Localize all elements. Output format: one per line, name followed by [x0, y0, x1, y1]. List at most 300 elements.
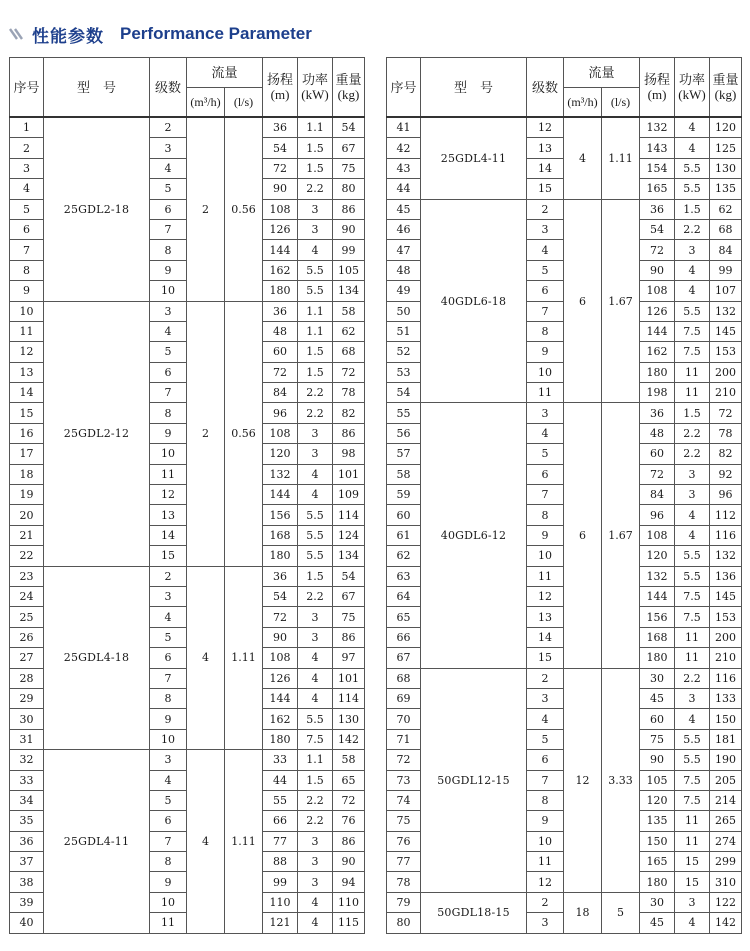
cell-head: 30 [640, 892, 675, 912]
cell-head: 48 [263, 321, 298, 341]
col-seq: 序号 [387, 58, 421, 118]
cell-seq: 78 [387, 872, 421, 892]
cell-seq: 35 [10, 811, 44, 831]
cell-seq: 63 [387, 566, 421, 586]
cell-stages: 9 [150, 260, 187, 280]
cell-power: 3 [298, 199, 333, 219]
cell-stages: 11 [527, 566, 564, 586]
cell-seq: 24 [10, 586, 44, 606]
cell-seq: 28 [10, 668, 44, 688]
cell-power: 4 [675, 281, 710, 301]
cell-seq: 58 [387, 464, 421, 484]
cell-weight: 86 [333, 199, 365, 219]
cell-head: 36 [640, 199, 675, 219]
cell-power: 4 [675, 525, 710, 545]
cell-seq: 29 [10, 688, 44, 708]
cell-seq: 30 [10, 709, 44, 729]
cell-stages: 3 [527, 219, 564, 239]
cell-head: 99 [263, 872, 298, 892]
cell-seq: 44 [387, 179, 421, 199]
cell-seq: 41 [387, 117, 421, 138]
cell-weight: 67 [333, 138, 365, 158]
cell-weight: 99 [710, 260, 742, 280]
cell-flow-m3h: 4 [187, 750, 225, 934]
cell-weight: 68 [710, 219, 742, 239]
cell-weight: 107 [710, 281, 742, 301]
cell-seq: 75 [387, 811, 421, 831]
cell-model: 25GDL2-12 [44, 301, 150, 566]
cell-power: 4 [675, 913, 710, 933]
cell-power: 3 [675, 892, 710, 912]
cell-weight: 130 [710, 158, 742, 178]
col-head-label: 扬程 [267, 72, 294, 87]
cell-stages: 8 [527, 321, 564, 341]
col-power-unit: (kW) [678, 87, 706, 102]
cell-seq: 4 [10, 179, 44, 199]
col-weight-unit: (kg) [714, 87, 737, 102]
col-weight-unit: (kg) [337, 87, 360, 102]
col-head-label: 扬程 [644, 72, 671, 87]
cell-head: 55 [263, 790, 298, 810]
cell-head: 45 [640, 913, 675, 933]
cell-seq: 62 [387, 546, 421, 566]
cell-head: 88 [263, 852, 298, 872]
cell-seq: 33 [10, 770, 44, 790]
cell-head: 132 [263, 464, 298, 484]
cell-stages: 3 [150, 750, 187, 770]
cell-stages: 9 [150, 709, 187, 729]
cell-seq: 69 [387, 688, 421, 708]
cell-seq: 65 [387, 607, 421, 627]
cell-weight: 82 [333, 403, 365, 423]
cell-model: 25GDL4-18 [44, 566, 150, 750]
cell-weight: 122 [710, 892, 742, 912]
cell-seq: 39 [10, 892, 44, 912]
cell-stages: 7 [527, 301, 564, 321]
cell-stages: 4 [150, 607, 187, 627]
cell-seq: 54 [387, 383, 421, 403]
cell-weight: 78 [710, 423, 742, 443]
cell-head: 156 [263, 505, 298, 525]
cell-model: 50GDL12-15 [421, 668, 527, 892]
cell-head: 66 [263, 811, 298, 831]
cell-head: 144 [640, 321, 675, 341]
cell-power: 2.2 [298, 403, 333, 423]
cell-seq: 52 [387, 342, 421, 362]
cell-weight: 110 [333, 892, 365, 912]
section-title-en: Performance Parameter [120, 24, 312, 43]
cell-power: 5.5 [675, 729, 710, 749]
cell-seq: 37 [10, 852, 44, 872]
cell-head: 90 [263, 627, 298, 647]
cell-power: 5.5 [298, 505, 333, 525]
cell-stages: 15 [150, 546, 187, 566]
cell-stages: 13 [527, 607, 564, 627]
cell-weight: 200 [710, 627, 742, 647]
cell-seq: 23 [10, 566, 44, 586]
cell-stages: 15 [527, 648, 564, 668]
cell-head: 72 [640, 464, 675, 484]
cell-head: 90 [263, 179, 298, 199]
cell-weight: 84 [710, 240, 742, 260]
table-body-left [10, 117, 365, 933]
cell-flow-ls: 1.11 [225, 566, 263, 750]
cell-seq: 55 [387, 403, 421, 423]
cell-stages: 7 [527, 770, 564, 790]
cell-stages: 11 [527, 852, 564, 872]
cell-seq: 67 [387, 648, 421, 668]
col-seq: 序号 [10, 58, 44, 118]
cell-power: 3 [298, 444, 333, 464]
cell-head: 180 [263, 729, 298, 749]
cell-power: 1.1 [298, 750, 333, 770]
cell-model: 25GDL4-11 [421, 117, 527, 199]
cell-seq: 15 [10, 403, 44, 423]
cell-weight: 101 [333, 464, 365, 484]
cell-head: 180 [263, 281, 298, 301]
cell-weight: 90 [333, 852, 365, 872]
cell-flow-m3h: 6 [564, 403, 602, 668]
cell-seq: 10 [10, 301, 44, 321]
cell-flow-ls: 1.67 [602, 403, 640, 668]
cell-weight: 105 [333, 260, 365, 280]
cell-weight: 142 [710, 913, 742, 933]
cell-weight: 86 [333, 831, 365, 851]
cell-power: 3 [298, 852, 333, 872]
cell-power: 4 [675, 138, 710, 158]
cell-head: 198 [640, 383, 675, 403]
cell-head: 165 [640, 852, 675, 872]
cell-head: 168 [263, 525, 298, 545]
cell-power: 15 [675, 872, 710, 892]
cell-power: 7.5 [675, 342, 710, 362]
cell-power: 1.1 [298, 301, 333, 321]
cell-head: 120 [263, 444, 298, 464]
cell-stages: 4 [150, 158, 187, 178]
cell-power: 1.1 [298, 321, 333, 341]
cell-seq: 19 [10, 485, 44, 505]
cell-weight: 72 [333, 362, 365, 382]
cell-power: 4 [298, 668, 333, 688]
cell-seq: 79 [387, 892, 421, 912]
col-power [675, 58, 710, 118]
cell-head: 36 [263, 566, 298, 586]
cell-weight: 130 [333, 709, 365, 729]
cell-power: 2.2 [675, 668, 710, 688]
cell-seq: 21 [10, 525, 44, 545]
cell-weight: 132 [710, 546, 742, 566]
table-row [10, 566, 365, 586]
cell-flow-ls: 0.56 [225, 117, 263, 301]
cell-head: 108 [640, 525, 675, 545]
cell-stages: 13 [150, 505, 187, 525]
cell-stages: 6 [150, 362, 187, 382]
cell-head: 54 [263, 138, 298, 158]
cell-power: 4 [298, 913, 333, 933]
cell-seq: 74 [387, 790, 421, 810]
cell-power: 4 [298, 892, 333, 912]
cell-flow-m3h: 4 [564, 117, 602, 199]
cell-weight: 62 [710, 199, 742, 219]
cell-model: 40GDL6-18 [421, 199, 527, 403]
cell-stages: 8 [150, 688, 187, 708]
col-power-unit: (kW) [301, 87, 329, 102]
cell-power: 3 [298, 219, 333, 239]
cell-power: 2.2 [298, 383, 333, 403]
cell-head: 120 [640, 790, 675, 810]
cell-weight: 101 [333, 668, 365, 688]
cell-weight: 109 [333, 485, 365, 505]
cell-stages: 4 [527, 240, 564, 260]
cell-head: 96 [640, 505, 675, 525]
cell-head: 72 [263, 158, 298, 178]
cell-head: 108 [640, 281, 675, 301]
cell-seq: 40 [10, 913, 44, 933]
cell-stages: 14 [150, 525, 187, 545]
cell-stages: 2 [527, 199, 564, 219]
cell-stages: 10 [527, 831, 564, 851]
col-flow-m3h: (m³/h) [187, 88, 225, 118]
cell-stages: 12 [527, 117, 564, 138]
cell-power: 1.5 [298, 770, 333, 790]
cell-seq: 20 [10, 505, 44, 525]
cell-weight: 114 [333, 505, 365, 525]
cell-head: 75 [640, 729, 675, 749]
cell-head: 168 [640, 627, 675, 647]
cell-weight: 274 [710, 831, 742, 851]
cell-head: 45 [640, 688, 675, 708]
cell-stages: 6 [527, 750, 564, 770]
cell-seq: 43 [387, 158, 421, 178]
cell-head: 30 [640, 668, 675, 688]
cell-head: 108 [263, 199, 298, 219]
cell-stages: 3 [527, 913, 564, 933]
cell-weight: 124 [333, 525, 365, 545]
cell-power: 11 [675, 362, 710, 382]
cell-power: 4 [298, 688, 333, 708]
cell-power: 7.5 [675, 790, 710, 810]
cell-stages: 6 [527, 464, 564, 484]
cell-power: 3 [675, 485, 710, 505]
cell-weight: 145 [710, 321, 742, 341]
cell-head: 126 [640, 301, 675, 321]
cell-power: 1.5 [298, 566, 333, 586]
cell-weight: 67 [333, 586, 365, 606]
cell-seq: 32 [10, 750, 44, 770]
cell-stages: 5 [527, 729, 564, 749]
cell-stages: 10 [150, 729, 187, 749]
cell-stages: 5 [527, 260, 564, 280]
cell-power: 3 [675, 464, 710, 484]
cell-head: 162 [640, 342, 675, 362]
col-weight-label: 重量 [335, 72, 362, 87]
table-row [387, 668, 742, 688]
cell-seq: 42 [387, 138, 421, 158]
cell-power: 1.5 [298, 158, 333, 178]
cell-head: 90 [640, 750, 675, 770]
cell-weight: 145 [710, 586, 742, 606]
cell-head: 135 [640, 811, 675, 831]
cell-weight: 200 [710, 362, 742, 382]
cell-weight: 58 [333, 750, 365, 770]
cell-seq: 64 [387, 586, 421, 606]
cell-stages: 5 [150, 790, 187, 810]
cell-stages: 10 [150, 281, 187, 301]
col-stages: 级数 [150, 58, 187, 118]
cell-power: 4 [298, 464, 333, 484]
cell-power: 5.5 [298, 709, 333, 729]
cell-stages: 11 [150, 913, 187, 933]
cell-seq: 12 [10, 342, 44, 362]
cell-stages: 5 [150, 179, 187, 199]
cell-stages: 7 [150, 383, 187, 403]
col-power-label: 功率 [679, 72, 706, 87]
cell-seq: 26 [10, 627, 44, 647]
cell-stages: 6 [150, 811, 187, 831]
cell-seq: 68 [387, 668, 421, 688]
cell-power: 7.5 [675, 607, 710, 627]
parameter-table-right [386, 57, 742, 934]
cell-seq: 18 [10, 464, 44, 484]
cell-stages: 4 [150, 770, 187, 790]
cell-weight: 115 [333, 913, 365, 933]
table-body-right [387, 117, 742, 933]
cell-seq: 72 [387, 750, 421, 770]
cell-head: 72 [263, 362, 298, 382]
cell-stages: 3 [527, 403, 564, 423]
cell-weight: 112 [710, 505, 742, 525]
cell-weight: 120 [710, 117, 742, 138]
cell-head: 156 [640, 607, 675, 627]
cell-seq: 16 [10, 423, 44, 443]
cell-power: 5.5 [675, 546, 710, 566]
cell-stages: 8 [527, 790, 564, 810]
section-header [8, 22, 312, 46]
cell-weight: 134 [333, 281, 365, 301]
cell-head: 180 [640, 362, 675, 382]
cell-head: 36 [640, 403, 675, 423]
cell-power: 11 [675, 648, 710, 668]
cell-seq: 80 [387, 913, 421, 933]
cell-weight: 153 [710, 342, 742, 362]
cell-seq: 34 [10, 790, 44, 810]
cell-power: 2.2 [298, 179, 333, 199]
cell-weight: 210 [710, 648, 742, 668]
cell-head: 60 [640, 444, 675, 464]
cell-stages: 2 [527, 668, 564, 688]
cell-weight: 205 [710, 770, 742, 790]
table-row [387, 892, 742, 912]
cell-power: 15 [675, 852, 710, 872]
cell-seq: 76 [387, 831, 421, 851]
cell-power: 4 [675, 260, 710, 280]
cell-stages: 9 [150, 423, 187, 443]
cell-flow-m3h: 18 [564, 892, 602, 933]
cell-stages: 14 [527, 627, 564, 647]
cell-power: 1.5 [675, 199, 710, 219]
cell-head: 72 [263, 607, 298, 627]
cell-power: 7.5 [675, 770, 710, 790]
cell-seq: 7 [10, 240, 44, 260]
cell-power: 3 [675, 688, 710, 708]
cell-head: 180 [640, 872, 675, 892]
cell-head: 144 [263, 240, 298, 260]
cell-stages: 5 [150, 627, 187, 647]
cell-stages: 9 [527, 525, 564, 545]
cell-seq: 59 [387, 485, 421, 505]
cell-seq: 17 [10, 444, 44, 464]
cell-stages: 7 [150, 219, 187, 239]
cell-weight: 116 [710, 668, 742, 688]
cell-stages: 7 [150, 831, 187, 851]
cell-seq: 66 [387, 627, 421, 647]
cell-seq: 56 [387, 423, 421, 443]
cell-power: 1.5 [675, 403, 710, 423]
col-head [263, 58, 298, 118]
cell-power: 3 [298, 423, 333, 443]
col-stages: 级数 [527, 58, 564, 118]
cell-weight: 265 [710, 811, 742, 831]
cell-flow-ls: 0.56 [225, 301, 263, 566]
cell-stages: 12 [527, 586, 564, 606]
cell-head: 121 [263, 913, 298, 933]
col-head-unit: (m) [270, 87, 290, 102]
cell-seq: 22 [10, 546, 44, 566]
cell-stages: 5 [527, 444, 564, 464]
cell-head: 84 [640, 485, 675, 505]
cell-seq: 61 [387, 525, 421, 545]
cell-head: 44 [263, 770, 298, 790]
cell-head: 84 [263, 383, 298, 403]
cell-weight: 75 [333, 607, 365, 627]
cell-stages: 2 [527, 892, 564, 912]
cell-head: 132 [640, 117, 675, 138]
cell-head: 90 [640, 260, 675, 280]
cell-weight: 72 [333, 790, 365, 810]
cell-flow-m3h: 4 [187, 566, 225, 750]
cell-head: 120 [640, 546, 675, 566]
cell-flow-ls: 3.33 [602, 668, 640, 892]
cell-stages: 6 [150, 648, 187, 668]
cell-weight: 65 [333, 770, 365, 790]
cell-weight: 80 [333, 179, 365, 199]
cell-weight: 94 [333, 872, 365, 892]
cell-weight: 86 [333, 627, 365, 647]
cell-power: 7.5 [675, 321, 710, 341]
cell-seq: 53 [387, 362, 421, 382]
cell-head: 150 [640, 831, 675, 851]
cell-head: 126 [263, 668, 298, 688]
cell-stages: 10 [527, 546, 564, 566]
cell-power: 4 [298, 648, 333, 668]
cell-head: 36 [263, 301, 298, 321]
cell-weight: 150 [710, 709, 742, 729]
cell-seq: 77 [387, 852, 421, 872]
col-weight [333, 58, 365, 118]
cell-stages: 9 [527, 342, 564, 362]
cell-head: 126 [263, 219, 298, 239]
cell-seq: 45 [387, 199, 421, 219]
cell-stages: 4 [150, 321, 187, 341]
cell-weight: 98 [333, 444, 365, 464]
cell-weight: 75 [333, 158, 365, 178]
cell-head: 60 [640, 709, 675, 729]
cell-flow-ls: 1.11 [225, 750, 263, 934]
cell-stages: 9 [150, 872, 187, 892]
cell-weight: 54 [333, 566, 365, 586]
cell-power: 4 [298, 240, 333, 260]
cell-seq: 51 [387, 321, 421, 341]
